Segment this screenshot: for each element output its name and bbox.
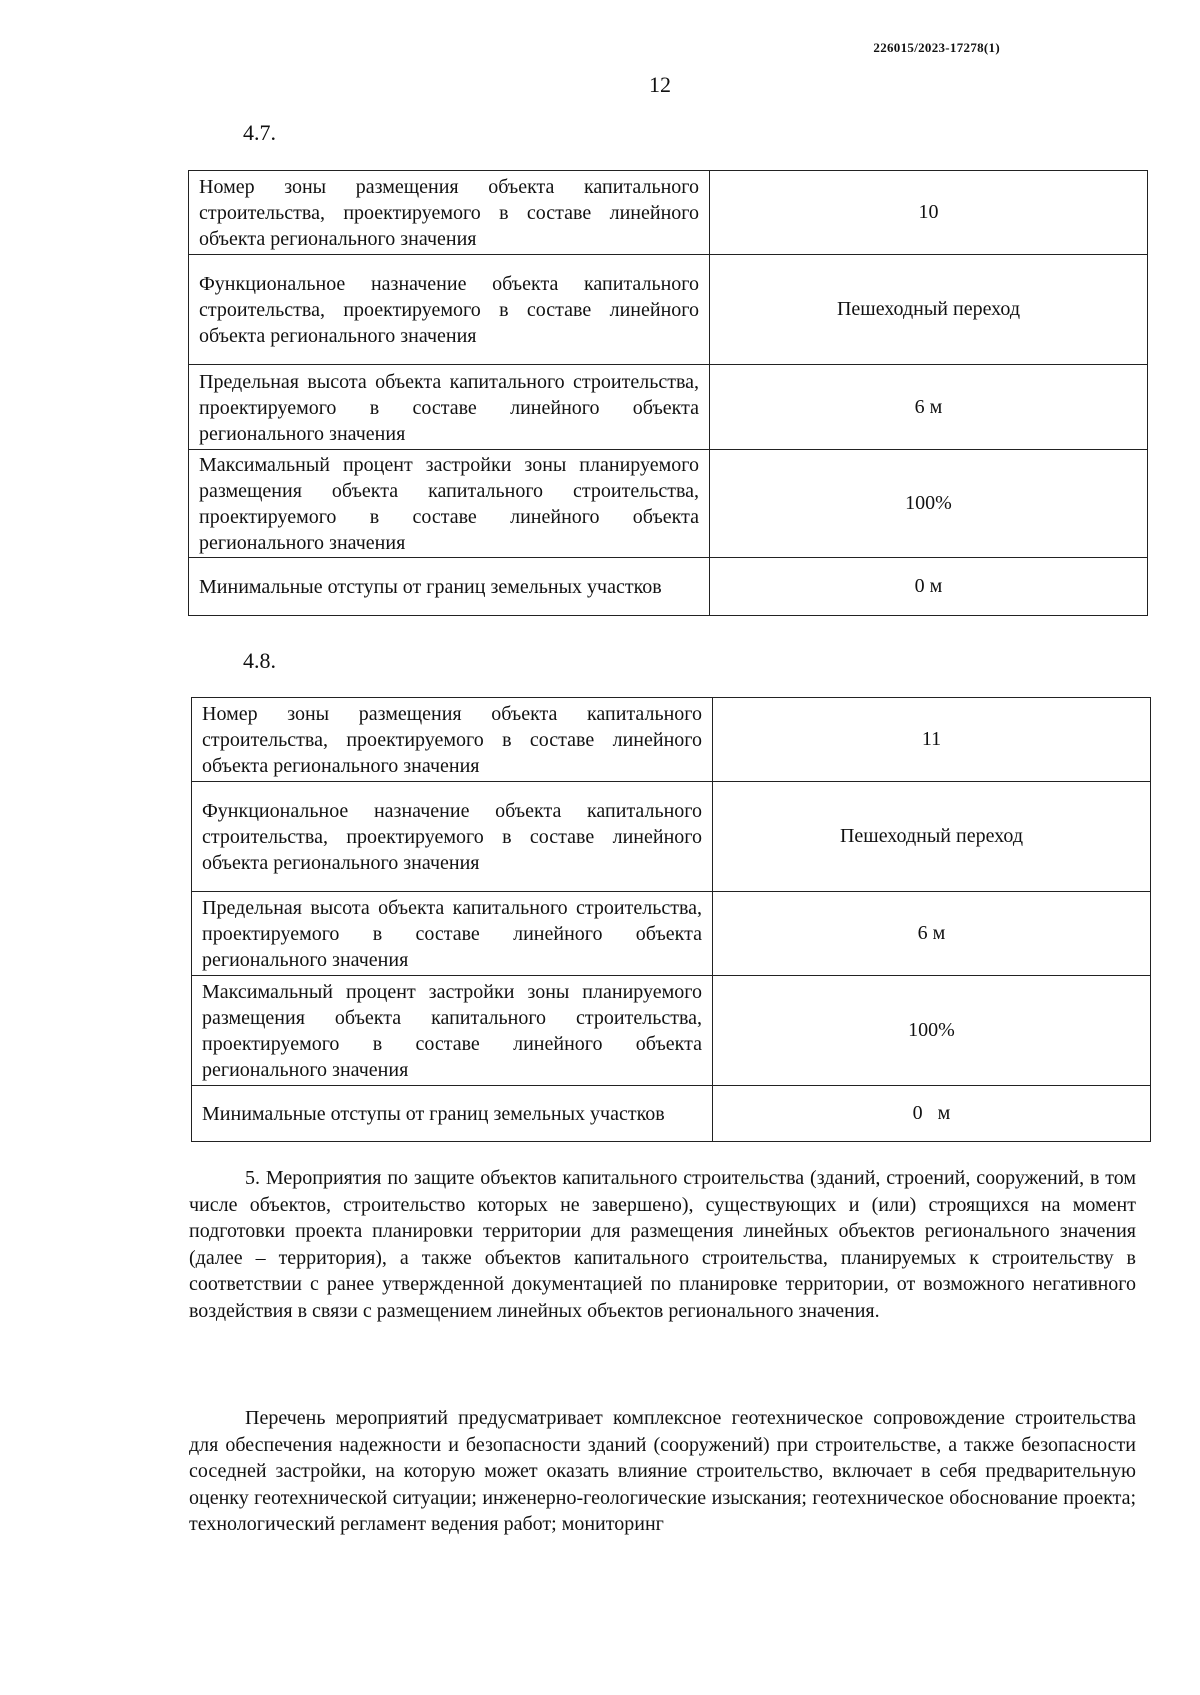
table-row — [189, 255, 1148, 365]
row-label: Функциональное назначение объекта капитального строительства, проектируемого в составе линейного объекта регионального значения — [192, 782, 713, 892]
table-row — [189, 558, 1148, 616]
row-label: Предельная высота объекта капитального строительства, проектируемого в составе линейного объекта регионального значения — [189, 365, 710, 450]
row-label: Предельная высота объекта капитального строительства, проектируемого в составе линейного объекта регионального значения — [192, 892, 713, 976]
row-value: 10 — [710, 171, 1148, 255]
row-label: Минимальные отступы от границ земельных участков — [192, 1086, 713, 1142]
table-row — [192, 976, 1151, 1086]
row-label: Минимальные отступы от границ земельных участков — [189, 558, 710, 616]
table-row — [192, 1086, 1151, 1142]
table-row — [192, 782, 1151, 892]
page-number: 12 — [649, 72, 671, 97]
parameters-table-4-7 — [188, 170, 1148, 616]
measures-paragraph: Перечень мероприятий предусматривает комплексное геотехническое сопровождение строительства для обеспечения надежности и безопасности зданий (сооружений) при строительстве, а также безопасности соседней застройки, на которую может оказать влияние строительство, включает в себя предварительную оценку геотехнической ситуации; инженерно-геологические изыскания; геотехническое обоснование проекта; технологический регламент ведения работ; мониторинг — [189, 1407, 1136, 1536]
row-label: Функциональное назначение объекта капитального строительства, проектируемого в составе линейного объекта регионального значения — [189, 255, 710, 365]
row-label: Номер зоны размещения объекта капитального строительства, проектируемого в составе линейного объекта регионального значения — [189, 171, 710, 255]
table-row — [189, 450, 1148, 558]
row-value: Пешеходный переход — [710, 255, 1148, 365]
parameters-table-4-8 — [191, 697, 1151, 1142]
row-value: 11 — [713, 698, 1151, 782]
table-row — [192, 698, 1151, 782]
row-value: 6 м — [713, 892, 1151, 976]
row-value: 100% — [713, 976, 1151, 1086]
section-number-4-7: 4.7. — [243, 120, 276, 145]
row-label: Номер зоны размещения объекта капитального строительства, проектируемого в составе линейного объекта регионального значения — [192, 698, 713, 782]
row-label: Максимальный процент застройки зоны планируемого размещения объекта капитального строительства, проектируемого в составе линейного объекта регионального значения — [192, 976, 713, 1086]
row-value: 0 м — [713, 1086, 1151, 1142]
table-row — [192, 892, 1151, 976]
row-value: 6 м — [710, 365, 1148, 450]
table-row — [189, 365, 1148, 450]
row-label: Максимальный процент застройки зоны планируемого размещения объекта капитального строительства, проектируемого в составе линейного объекта регионального значения — [189, 450, 710, 558]
section-number-4-8: 4.8. — [243, 648, 276, 673]
row-value: Пешеходный переход — [713, 782, 1151, 892]
row-value: 100% — [710, 450, 1148, 558]
table-row — [189, 171, 1148, 255]
document-reference-number: 226015/2023-17278(1) — [873, 40, 1000, 55]
section-5-paragraph: 5. Мероприятия по защите объектов капитального строительства (зданий, строений, сооружений, в том числе объектов, строительство которых не завершено), существующих и (или) строящихся на момент подготовки проекта планировки территории для размещения линейных объектов регионального значения (далее – территория), а также объектов капитального строительства, планируемых к строительству в соответствии с ранее утвержденной документацией по планировке территории, от возможного негативного воздействия в связи с размещением линейных объектов регионального значения. — [189, 1167, 1136, 1322]
row-value: 0 м — [710, 558, 1148, 616]
